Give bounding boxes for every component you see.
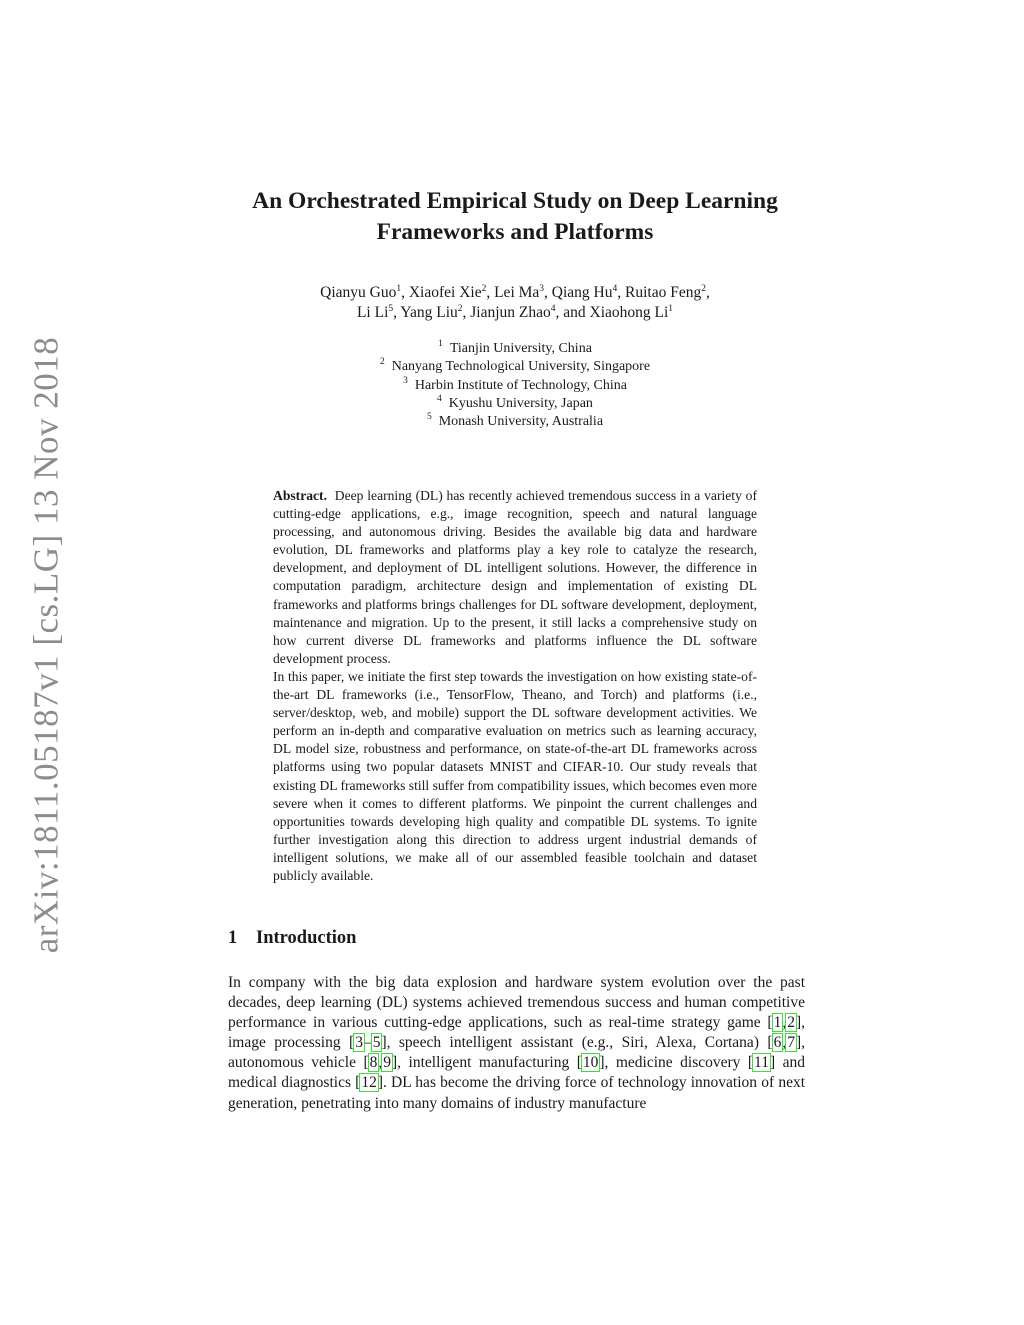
- affiliation-number: 5: [426, 412, 432, 423]
- affiliation-name: Tianjin University, China: [449, 341, 592, 356]
- author-name: Ruitao Feng: [625, 284, 702, 301]
- author-affil-mark: 5: [388, 304, 394, 314]
- intro-text: ], image processing [: [228, 1014, 805, 1052]
- affiliation-name: Kyushu University, Japan: [448, 395, 593, 411]
- paper-title: [200, 186, 830, 248]
- intro-text: In company with the big data explosion and hardware system evolution over the past decades, deep learning (DL) systems achieved tremendous success and human competitive performance in various cutting-edge applications, such as real-time strategy game [: [228, 974, 805, 1032]
- section-number: 1: [228, 928, 238, 948]
- author-name: and Xiaohong Li: [563, 304, 669, 321]
- citation-link[interactable]: 8: [369, 1054, 378, 1072]
- author-name: Xiaofei Xie: [408, 284, 482, 301]
- arxiv-watermark: [24, 336, 68, 954]
- abstract-label: Abstract.: [273, 488, 327, 503]
- intro-text: ], speech intelligent assistant (e.g., Siri, Alexa, Cortana) [: [381, 1034, 773, 1052]
- author-affil-mark: 2: [481, 284, 487, 294]
- affiliation-name: Harbin Institute of Technology, China: [414, 377, 627, 393]
- citation-link[interactable]: 10: [582, 1054, 599, 1072]
- title-line-1: An Orchestrated Empirical Study on Deep Learning: [252, 188, 778, 214]
- author-affil-mark: 1: [396, 284, 402, 294]
- citation-link[interactable]: 11: [754, 1054, 769, 1072]
- affiliation-item: [250, 358, 780, 376]
- affiliation-name: Nanyang Technological University, Singapore: [391, 359, 651, 375]
- author-line-2: [200, 303, 830, 323]
- intro-text: ]. DL has become the driving force of technology innovation of next generation, penetrating into many domains of industry manufacture: [228, 1074, 806, 1112]
- intro-paragraph: [228, 973, 805, 1114]
- affiliation-number: 3: [403, 375, 408, 386]
- author-affil-mark: 3: [539, 284, 545, 294]
- section-heading: [228, 928, 356, 949]
- author-sep: ,: [393, 304, 401, 321]
- section-title: Introduction: [256, 928, 357, 948]
- affiliation-number: 2: [379, 357, 385, 368]
- intro-text: –: [363, 1034, 372, 1052]
- author-name: Yang Liu: [400, 304, 458, 321]
- author-sep: ,: [705, 284, 710, 301]
- author-affil-mark: 4: [550, 304, 556, 314]
- intro-text: ,: [378, 1054, 383, 1072]
- intro-text: ], autonomous vehicle [: [228, 1034, 805, 1072]
- intro-text: ], medicine discovery [: [599, 1054, 754, 1072]
- affiliation-name: Monash University, Australia: [438, 414, 604, 430]
- title-line-2: Frameworks and Platforms: [376, 219, 654, 245]
- citation-link[interactable]: 6: [773, 1034, 782, 1052]
- citation-link[interactable]: 9: [383, 1054, 392, 1072]
- author-sep: ,: [617, 284, 625, 301]
- author-list: [200, 283, 830, 323]
- affiliation-item: [250, 340, 780, 358]
- author-sep: ,: [486, 284, 495, 301]
- author-affil-mark: 1: [668, 304, 674, 314]
- citation-link[interactable]: 7: [787, 1034, 795, 1052]
- author-line-1: [200, 283, 830, 303]
- intro-text: ] and medical diagnostics [: [228, 1054, 805, 1092]
- citation-link[interactable]: 1: [773, 1014, 782, 1032]
- affiliation-item: [250, 395, 780, 413]
- author-name: Qiang Hu: [551, 284, 613, 301]
- affiliation-item: [250, 413, 780, 431]
- citation-link[interactable]: 5: [372, 1034, 381, 1052]
- citation-link[interactable]: 3: [355, 1034, 363, 1052]
- author-sep: ,: [462, 304, 471, 321]
- author-sep: ,: [555, 304, 564, 321]
- author-name: Lei Ma: [494, 284, 540, 301]
- intro-text: ], intelligent manufacturing [: [392, 1054, 582, 1072]
- intro-text: ,: [782, 1014, 787, 1032]
- author-sep: ,: [544, 284, 552, 301]
- author-affil-mark: 2: [701, 284, 706, 294]
- abstract-text-1: Deep learning (DL) has recently achieved tremendous success in a variety of cutting-edge applications, e.g., image recognition, speech and natural language processing, and autonomous driving. Besides the available big data and hardware evolution, DL frameworks and platforms play a key role to catalyze the research, development, and deployment of DL intelligent solutions. However, the difference in computation paradigm, architecture design and implementation of existing DL frameworks and platforms brings challenges for DL software development, deployment, maintenance and migration. Up to the present, it still lacks a comprehensive study on how current diverse DL frameworks and platforms influence the DL software development process.: [273, 488, 757, 666]
- author-affil-mark: 4: [612, 284, 618, 294]
- abstract-paragraph-2: In this paper, we initiate the first step towards the investigation on how existing state-of-the-art DL frameworks (i.e., TensorFlow, Theano, and Torch) and platforms (i.e., server/desktop, web, and mobile) support the DL software development activities. We perform an in-depth and comparative evaluation on metrics such as learning accuracy, DL model size, robustness and performance, on state-of-the-art DL frameworks across platforms using two popular datasets MNIST and CIFAR-10. Our study reveals that existing DL frameworks still suffer from compatibility issues, which becomes even more severe when it comes to different platforms. We pinpoint the current challenges and opportunities towards developing high quality and compatible DL systems. To ignite further investigation along this direction to address urgent industrial demands of intelligent solutions, we make all of our assembled feasible toolchain and dataset publicly available.: [273, 668, 757, 883]
- author-name: Jianjun Zhao: [470, 304, 551, 321]
- citation-link[interactable]: 2: [787, 1014, 795, 1032]
- author-sep: ,: [401, 284, 409, 301]
- abstract: [273, 487, 757, 885]
- arxiv-watermark-text: arXiv:1811.05187v1 [cs.LG] 13 Nov 2018: [26, 336, 66, 954]
- author-affil-mark: 2: [457, 304, 463, 314]
- affiliation-number: 4: [437, 393, 442, 404]
- affiliation-number: 1: [438, 339, 443, 349]
- intro-text: ,: [782, 1034, 787, 1052]
- affiliation-item: [250, 377, 780, 395]
- author-name: Li Li: [356, 304, 389, 321]
- affiliation-list: [250, 340, 780, 431]
- abstract-paragraph-1: [273, 487, 757, 668]
- citation-link[interactable]: 12: [361, 1074, 377, 1092]
- author-name: Qianyu Guo: [320, 284, 397, 301]
